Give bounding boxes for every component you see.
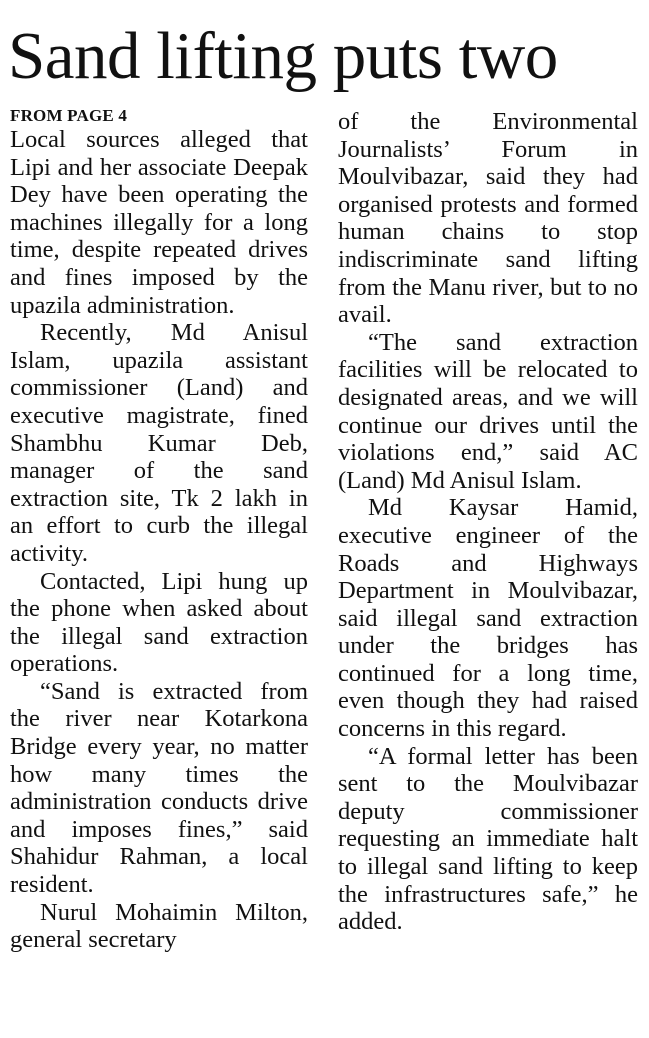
paragraph: Nurul Mohaimin Milton, general secretary [10,898,308,954]
article-column-left [10,106,308,954]
headline: Sand lifting puts two [8,19,558,93]
dateline: FROM PAGE 4 [10,106,128,125]
article-column-right [338,108,638,936]
paragraph: Md Kaysar Hamid, executive engineer of the Roads and Highways Department in Moulvibazar, said illegal sand extraction under the bridges has continued for a long time, even though they had raised concerns in this regard. [338,494,638,743]
paragraph: “Sand is extracted from the river near Kotarkona Bridge every year, no matter how many times the administration conducts drive and imposes fines,” said Shahidur Rahman, a local resident. [10,677,308,899]
paragraph: “A formal letter has been sent to the Moulvibazar deputy commissioner requesting an immediate halt to illegal sand lifting to keep the infrastructures safe,” he added. [338,742,638,936]
paragraph: of the Environmental Journalists’ Forum in Moulvibazar, said they had organised protests and formed human chains to stop indiscriminate sand lifting from the Manu river, but to no avail. [338,108,638,329]
paragraph: “The sand extraction facilities will be relocated to designated areas, and we will continue our drives until the violations end,” said AC (Land) Md Anisul Islam. [338,328,638,494]
paragraph: Contacted, Lipi hung up the phone when asked about the illegal sand extraction operations. [10,567,308,678]
paragraph: Local sources alleged that Lipi and her associate Deepak Dey have been operating the machines illegally for a long time, despite repeated drives and fines imposed by the upazila administration. [10,126,308,319]
paragraph: Recently, Md Anisul Islam, upazila assistant commissioner (Land) and executive magistrate, fined Shambhu Kumar Deb, manager of the sand extraction site, Tk 2 lakh in an effort to curb the illegal activity. [10,319,308,567]
